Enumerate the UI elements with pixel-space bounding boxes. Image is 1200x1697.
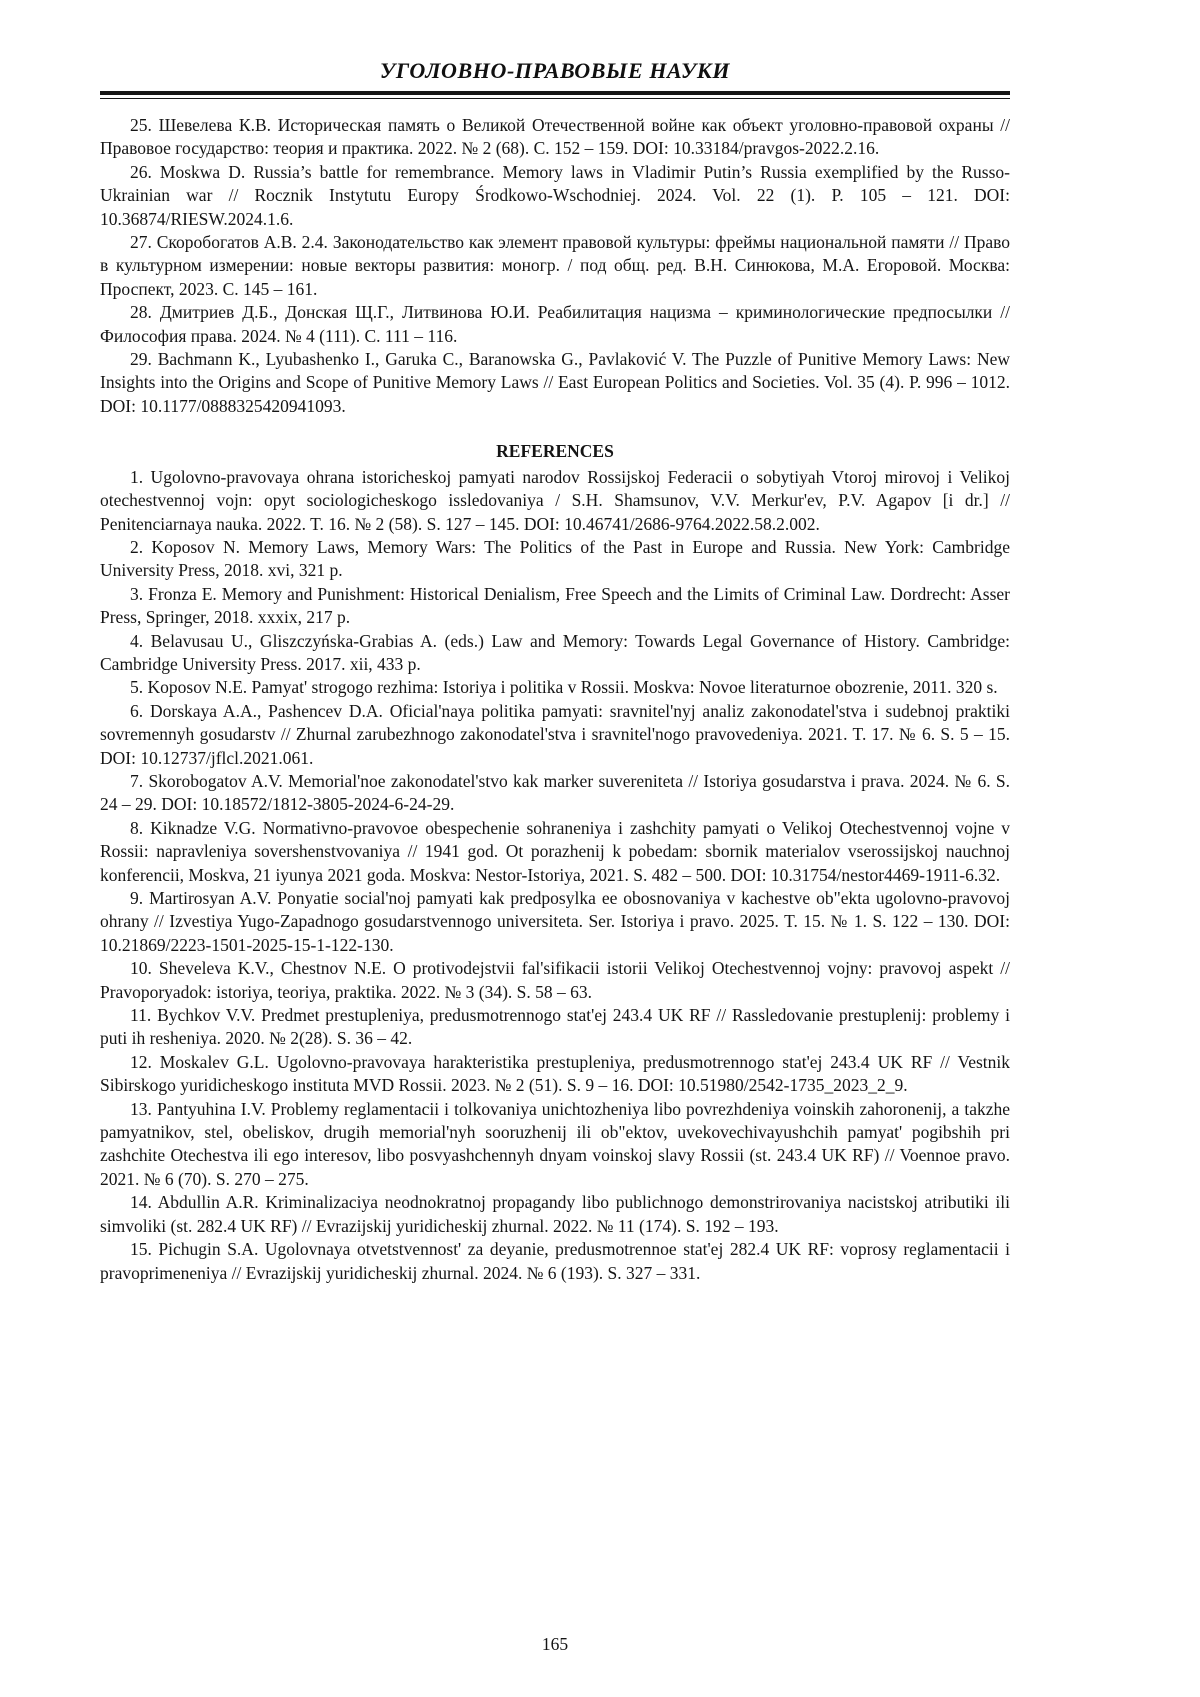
reference-entry: 12. Moskalev G.L. Ugolovno-pravovaya harakteristika prestupleniya, predusmotrennogo stat'ej 243.4 UK RF // Vestnik Sibirskogo yuridicheskogo instituta MVD Rossii. 2023. № 2 (51). S. 9 – 16. DOI: 10.51980/2542-1735_2023_2_9.: [100, 1051, 1010, 1096]
page-footer: [100, 1634, 1010, 1655]
reference-entry: 11. Bychkov V.V. Predmet prestupleniya, predusmotrennogo stat'ej 243.4 UK RF // Rassledovanie prestuplenij: problemy i puti ih resheniya. 2020. № 2(28). S. 36 – 42.: [100, 1005, 1010, 1049]
page-header: [100, 0, 1010, 99]
reference-entry: 3. Fronza E. Memory and Punishment: Historical Denialism, Free Speech and the Limits of Criminal Law. Dordrecht: Asser Press, Springer, 2018. xxxix, 217 p.: [100, 583, 1010, 628]
bibliography-entry: 29. Bachmann K., Lyubashenko I., Garuka C., Baranowska G., Pavlaković V. The Puzzle of Punitive Memory Laws: New Insights into the Origins and Scope of Punitive Memory Laws // East European Politics and Societies. Vol. 35 (4). P. 996 – 1012. DOI: 10.1177/0888325420941093.: [100, 349, 1010, 416]
reference-entry: 10. Sheveleva K.V., Chestnov N.E. O protivodejstvii fal'sifikacii istorii Velikoj Otechestvennoj vojny: pravovoj aspekt // Pravoporyadok: istoriya, teoriya, praktika. 2022. № 3 (34). S. 58 – 63.: [100, 958, 1010, 1002]
reference-entry: 9. Martirosyan A.V. Ponyatie social'noj pamyati kak predposylka ee obosnovaniya v kachestve ob"ekta ugolovno-pravovoj ohrany // Izvestiya Yugo-Zapadnogo gosudarstvennogo universiteta. Ser. Istoriya i pravo. 2025. T. 15. № 1. S. 122 – 130. DOI: 10.21869/2223-1501-2025-15-1-122-130.: [100, 888, 1010, 955]
header-double-rule: [100, 91, 1010, 99]
running-head-title: УГОЛОВНО-ПРАВОВЫЕ НАУКИ: [379, 58, 731, 83]
references-heading: REFERENCES: [496, 441, 614, 462]
page-number: 165: [541, 1634, 569, 1654]
reference-entry: 14. Abdullin A.R. Kriminalizaciya neodnokratnoj propagandy libo publichnogo demonstrirovaniya nacistskoj atributiki ili simvoliki (st. 282.4 UK RF) // Evrazijskij yuridicheskij zhurnal. 2022. № 11 (174). S. 192 – 193.: [100, 1192, 1010, 1236]
reference-entry: 4. Belavusau U., Gliszczyńska-Grabias A. (eds.) Law and Memory: Towards Legal Governance of History. Cambridge: Cambridge University Press. 2017. xii, 433 p.: [100, 630, 1010, 674]
reference-entry: 15. Pichugin S.A. Ugolovnaya otvetstvennost' za deyanie, predusmotrennoe stat'ej 282.4 UK RF: voprosy reglamentacii i pravoprimeneniya // Evrazijskij yuridicheskij zhurnal. 2024. № 6 (193). S. 327 – 331.: [100, 1239, 1010, 1283]
journal-page: [100, 0, 1010, 1697]
reference-entry: 6. Dorskaya A.A., Pashencev D.A. Oficial'naya politika pamyati: sravnitel'nyj analiz zakonodatel'stva i sudebnoj praktiki sovremennyh gosudarstv // Zhurnal zarubezhnogo zakonodatel'stva i sravnitel'nogo pravovedeniya. 2021. T. 17. № 6. S. 5 – 15. DOI: 10.12737/jflcl.2021.061.: [100, 700, 1010, 768]
reference-entry: 7. Skorobogatov A.V. Memorial'noe zakonodatel'stvo kak marker suvereniteta // Istoriya gosudarstva i prava. 2024. № 6. S. 24 – 29. DOI: 10.18572/1812-3805-2024-6-24-29.: [100, 770, 1010, 815]
bibliography-entry: 26. Moskwa D. Russia’s battle for remembrance. Memory laws in Vladimir Putin’s Russia exemplified by the Russo-Ukrainian war // Rocznik Instytutu Europy Środkowo-Wschodniej. 2024. Vol. 22 (1). P. 105 – 121. DOI: 10.36874/RIESW.2024.1.6.: [100, 161, 1010, 229]
reference-entry: 2. Koposov N. Memory Laws, Memory Wars: The Politics of the Past in Europe and Russia. New York: Cambridge University Press, 2018. xvi, 321 p.: [100, 536, 1010, 581]
bibliography-entry: 27. Скоробогатов А.В. 2.4. Законодательство как элемент правовой культуры: фреймы национальной памяти // Право в культурном измерении: новые векторы развития: моногр. / под общ. ред. В.Н. Синюкова, М.А. Егоровой. Москва: Проспект, 2023. С. 145 – 161.: [100, 232, 1010, 299]
reference-entry: 1. Ugolovno-pravovaya ohrana istoricheskoj pamyati narodov Rossijskoj Federacii o sobytiyah Vtoroj mirovoj i Velikoj otechestvennoj vojn: opyt sociologicheskogo issledovaniya / S.H. Shamsunov, V.V. Merkur'ev, P.V. Agapov [i dr.] // Penitenciarnaya nauka. 2022. T. 16. № 2 (58). S. 127 – 145. DOI: 10.46741/2686-9764.2022.58.2.002.: [100, 466, 1010, 534]
page-body: [100, 114, 1010, 1285]
bibliography-entry: 28. Дмитриев Д.Б., Донская Щ.Г., Литвинова Ю.И. Реабилитация нацизма – криминологические предпосылки // Философия права. 2024. № 4 (111). С. 111 – 116.: [100, 302, 1010, 346]
bibliography-entry: 25. Шевелева К.В. Историческая память о Великой Отечественной войне как объект уголовно-правовой охраны // Правовое государство: теория и практика. 2022. № 2 (68). С. 152 – 159. DOI: 10.33184/pravgos-2022.2.16.: [100, 115, 1010, 159]
reference-entry: 5. Koposov N.E. Pamyat' strogogo rezhima: Istoriya i politika v Rossii. Moskva: Novoe literaturnoe obozrenie, 2011. 320 s.: [130, 677, 998, 698]
reference-entry: 13. Pantyuhina I.V. Problemy reglamentacii i tolkovaniya unichtozheniya libo povrezhdeniya voinskih zahoronenij, a takzhe pamyatnikov, stel, obeliskov, drugih memorial'nyh sooruzhenij ili ob"ektov, uvekovechivayushchih pamyat' pogibshih pri zashchite Otechestva ili ego interesov, libo posvyashchennyh dnyam voinskoj slavy Rossii (st. 243.4 UK RF) // Voennoe pravo. 2021. № 6 (70). S. 270 – 275.: [100, 1098, 1010, 1189]
reference-entry: 8. Kiknadze V.G. Normativno-pravovoe obespechenie sohraneniya i zashchity pamyati o Velikoj Otechestvennoj vojne v Rossii: napravleniya sovershenstvovaniya // 1941 god. Ot porazhenij k pobedam: sbornik materialov vserossijskoj nauchnoj konferencii, Moskva, 21 iyunya 2021 goda. Moskva: Nestor-Istoriya, 2021. S. 482 – 500. DOI: 10.31754/nestor4469-1911-6.32.: [100, 817, 1010, 885]
